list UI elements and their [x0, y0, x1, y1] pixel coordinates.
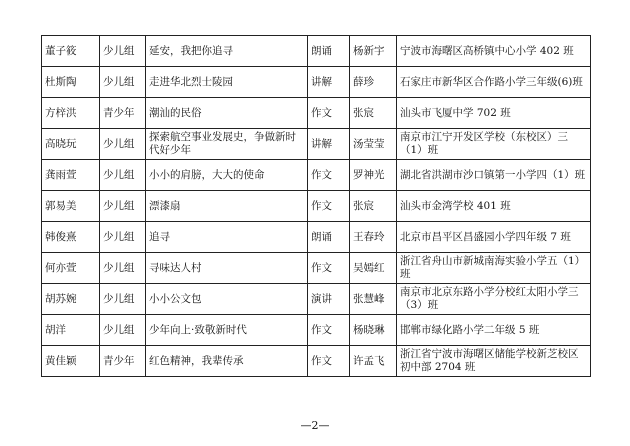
category-cell: 作文: [308, 346, 350, 377]
tutor-name-cell: 张宸: [350, 191, 397, 222]
category-cell: 朗诵: [308, 36, 350, 67]
table-row: [42, 253, 591, 284]
age-group-cell: 青少年: [100, 346, 146, 377]
table-row: [42, 284, 591, 315]
school-class-cell: 汕头市飞厦中学 702 班: [397, 98, 591, 129]
work-title-cell: 少年向上·致敬新时代: [146, 315, 308, 346]
tutor-name-cell: 王春玲: [350, 222, 397, 253]
student-name-cell: 方梓洪: [42, 98, 100, 129]
student-name-cell: 胡洋: [42, 315, 100, 346]
category-cell: 讲解: [308, 67, 350, 98]
work-title-cell: 追寻: [146, 222, 308, 253]
student-name-cell: 董子筱: [42, 36, 100, 67]
age-group-cell: 少儿组: [100, 160, 146, 191]
category-cell: 作文: [308, 315, 350, 346]
tutor-name-cell: 汤莹莹: [350, 129, 397, 160]
student-name-cell: 何亦萱: [42, 253, 100, 284]
table-row: [42, 98, 591, 129]
school-class-cell: 邯郸市绿化路小学二年级 5 班: [397, 315, 591, 346]
age-group-cell: 少儿组: [100, 315, 146, 346]
age-group-cell: 青少年: [100, 98, 146, 129]
table-row: [42, 67, 591, 98]
student-name-cell: 胡苏婉: [42, 284, 100, 315]
school-class-cell: 南京市北京东路小学分校红太阳小学三（3）班: [397, 284, 591, 315]
category-cell: 朗诵: [308, 222, 350, 253]
tutor-name-cell: 薛珍: [350, 67, 397, 98]
work-title-cell: 探索航空事业发展史，争做新时代好少年: [146, 129, 308, 160]
table-row: [42, 36, 591, 67]
category-cell: 作文: [308, 191, 350, 222]
tutor-name-cell: 杨晓琳: [350, 315, 397, 346]
table-row: [42, 191, 591, 222]
school-class-cell: 浙江省宁波市海曙区储能学校新芝校区初中部 2704 班: [397, 346, 591, 377]
table-row: [42, 160, 591, 191]
student-name-cell: 郭易美: [42, 191, 100, 222]
work-title-cell: 漂漆扇: [146, 191, 308, 222]
award-list-table: [41, 35, 591, 377]
category-cell: 作文: [308, 98, 350, 129]
tutor-name-cell: 吴嫣红: [350, 253, 397, 284]
age-group-cell: 少儿组: [100, 36, 146, 67]
age-group-cell: 少儿组: [100, 191, 146, 222]
school-class-cell: 南京市江宁开发区学校（东校区）三（1）班: [397, 129, 591, 160]
category-cell: 作文: [308, 160, 350, 191]
work-title-cell: 寻味达人村: [146, 253, 308, 284]
category-cell: 演讲: [308, 284, 350, 315]
work-title-cell: 小小的肩膀，大大的使命: [146, 160, 308, 191]
category-cell: 讲解: [308, 129, 350, 160]
tutor-name-cell: 张慧峰: [350, 284, 397, 315]
work-title-cell: 走进华北烈士陵园: [146, 67, 308, 98]
school-class-cell: 北京市昌平区昌盛园小学四年级 7 班: [397, 222, 591, 253]
work-title-cell: 小小公文包: [146, 284, 308, 315]
category-cell: 作文: [308, 253, 350, 284]
student-name-cell: 杜斯陶: [42, 67, 100, 98]
award-list-body: [42, 36, 591, 377]
age-group-cell: 少儿组: [100, 222, 146, 253]
tutor-name-cell: 罗神光: [350, 160, 397, 191]
table-row: [42, 129, 591, 160]
tutor-name-cell: 杨新宇: [350, 36, 397, 67]
school-class-cell: 宁波市海曙区高桥镇中心小学 402 班: [397, 36, 591, 67]
age-group-cell: 少儿组: [100, 284, 146, 315]
age-group-cell: 少儿组: [100, 253, 146, 284]
table-row: [42, 315, 591, 346]
work-title-cell: 延安，我把你追寻: [146, 36, 308, 67]
student-name-cell: 高晓玩: [42, 129, 100, 160]
tutor-name-cell: 许孟飞: [350, 346, 397, 377]
page-number: —2—: [300, 419, 330, 432]
student-name-cell: 黄佳颖: [42, 346, 100, 377]
school-class-cell: 汕头市金湾学校 401 班: [397, 191, 591, 222]
table-row: [42, 346, 591, 377]
age-group-cell: 少儿组: [100, 67, 146, 98]
school-class-cell: 浙江省舟山市新城南海实验小学五（1）班: [397, 253, 591, 284]
school-class-cell: 湖北省洪湖市沙口镇第一小学四（1）班: [397, 160, 591, 191]
work-title-cell: 潮汕的民俗: [146, 98, 308, 129]
age-group-cell: 少儿组: [100, 129, 146, 160]
tutor-name-cell: 张宸: [350, 98, 397, 129]
student-name-cell: 韩俊熹: [42, 222, 100, 253]
student-name-cell: 龚雨萱: [42, 160, 100, 191]
work-title-cell: 红色精神，我辈传承: [146, 346, 308, 377]
school-class-cell: 石家庄市新华区合作路小学三年级(6)班: [397, 67, 591, 98]
table-row: [42, 222, 591, 253]
